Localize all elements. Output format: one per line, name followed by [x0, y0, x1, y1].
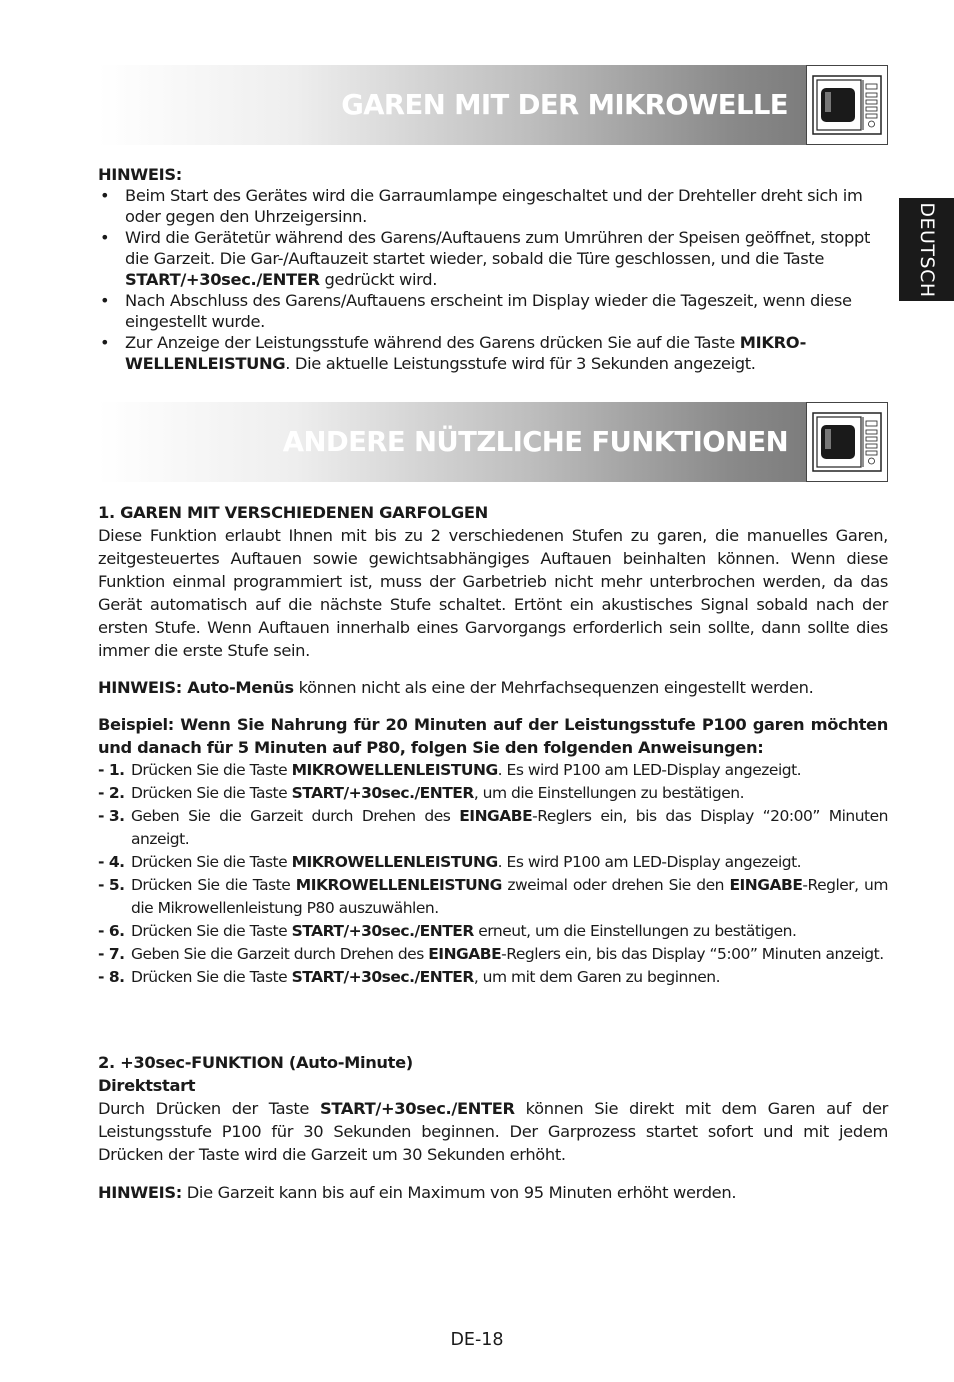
section-banner-funktionen: [98, 402, 888, 482]
microwave-icon: [806, 402, 888, 482]
section-2-note: HINWEIS: Die Garzeit kann bis auf ein Maximum von 95 Minuten erhöht werden.: [98, 1183, 737, 1202]
step-2: - 2. Drücken Sie die Taste START/+30sec./ENTER, um die Einstellungen zu bestätigen.: [98, 784, 745, 802]
section-banner-garen: [98, 65, 888, 145]
section-1-heading: 1. GAREN MIT VERSCHIEDENEN GARFOLGEN: [98, 503, 488, 522]
step-1: - 1. Drücken Sie die Taste MIKROWELLENLEISTUNG. Es wird P100 am LED-Display angezeigt.: [98, 761, 802, 779]
section-1-body: Diese Funktion erlaubt Ihnen mit bis zu 2 verschiedenen Stufen zu garen, die manuelles Garen, zeitgesteuertes Auftauen sowie gewichtsabhängiges Auftauen beinhalten können. Wenn diese Funktion einmal programmiert ist, muss der Garbetrieb nicht mehr unterbrochen werden, da das Gerät automatisch auf die nächste Stufe schaltet. Ertönt ein akustisches Signal sobald nach der ersten Stufe. Wenn Auftauen innerhalb eines Garvorgangs erforderlich sein sollte, dann sollte dies immer die erste Stufe sein.: [98, 526, 888, 660]
section-1-note: HINWEIS: Auto-Menüs können nicht als eine der Mehrfachsequenzen eingestellt werden.: [98, 678, 814, 697]
hinweis-bullet-1: • Beim Start des Gerätes wird die Garraumlampe eingeschaltet und der Drehteller dreht sich im oder gegen den Uhrzeigersinn.: [98, 185, 888, 227]
step-5: - 5. Drücken Sie die Taste MIKROWELLENLEISTUNG zweimal oder drehen Sie den EINGABE-Regler, um die Mikrowellenleistung P80 auszuwählen.: [98, 876, 888, 917]
hinweis-bullet-2: • Wird die Gerätetür während des Garens/Auftauens zum Umrühren der Speisen geöffnet, stoppt die Garzeit. Die Gar-/Auftauzeit startet wieder, sobald die Türe geschlossen, und die Taste START/+30sec./ENTER gedrückt wird.: [98, 227, 888, 290]
hinweis-bullet-3: • Nach Abschluss des Garens/Auftauens erscheint im Display wieder die Tageszeit, wenn diese eingestellt wurde.: [98, 290, 888, 332]
hinweis-block: [98, 164, 888, 374]
language-tab-label: DEUTSCH: [915, 201, 938, 298]
section-2-body: Durch Drücken der Taste START/+30sec./ENTER können Sie direkt mit dem Garen auf der Leistungsstufe P100 für 30 Sekunden beginnen. Der Garprozess startet sofort und mit jedem Drücken der Taste wird die Garzeit um 30 Sekunden erhöht.: [98, 1099, 888, 1164]
step-8: - 8. Drücken Sie die Taste START/+30sec./ENTER, um mit dem Garen zu beginnen.: [98, 968, 720, 986]
section-2-heading: 2. +30sec-FUNKTION (Auto-Minute): [98, 1053, 413, 1072]
banner-title: ANDERE NÜTZLICHE FUNKTIONEN: [282, 426, 788, 458]
step-4: - 4. Drücken Sie die Taste MIKROWELLENLEISTUNG. Es wird P100 am LED-Display angezeigt.: [98, 853, 802, 871]
section-1: [98, 501, 888, 662]
page-number: DE-18: [450, 1330, 504, 1350]
step-6: - 6. Drücken Sie die Taste START/+30sec./ENTER erneut, um die Einstellungen zu bestätigen.: [98, 922, 797, 940]
step-7: - 7. Geben Sie die Garzeit durch Drehen des EINGABE-Reglers ein, bis das Display “5:00” Minuten anzeigt.: [98, 945, 884, 963]
section-1-example: [98, 713, 888, 989]
section-2: [98, 1051, 888, 1166]
microwave-icon: [806, 65, 888, 145]
hinweis-label: HINWEIS:: [98, 165, 182, 184]
language-tab: [899, 198, 954, 301]
banner-title: GAREN MIT DER MIKROWELLE: [341, 89, 788, 121]
step-3: - 3. Geben Sie die Garzeit durch Drehen des EINGABE-Reglers ein, bis das Display “20:00” Minuten anzeigt.: [98, 807, 888, 848]
section-2-subheading: Direktstart: [98, 1076, 196, 1095]
example-text: Beispiel: Wenn Sie Nahrung für 20 Minuten auf der Leistungsstufe P100 garen möchten und danach für 5 Minuten auf P80, folgen Sie den folgenden Anweisungen:: [98, 715, 888, 757]
hinweis-bullet-4: • Zur Anzeige der Leistungsstufe während des Garens drücken Sie auf die Taste MIKRO-WELLENLEISTUNG. Die aktuelle Leistungsstufe wird für 3 Sekunden angezeigt.: [98, 332, 888, 374]
